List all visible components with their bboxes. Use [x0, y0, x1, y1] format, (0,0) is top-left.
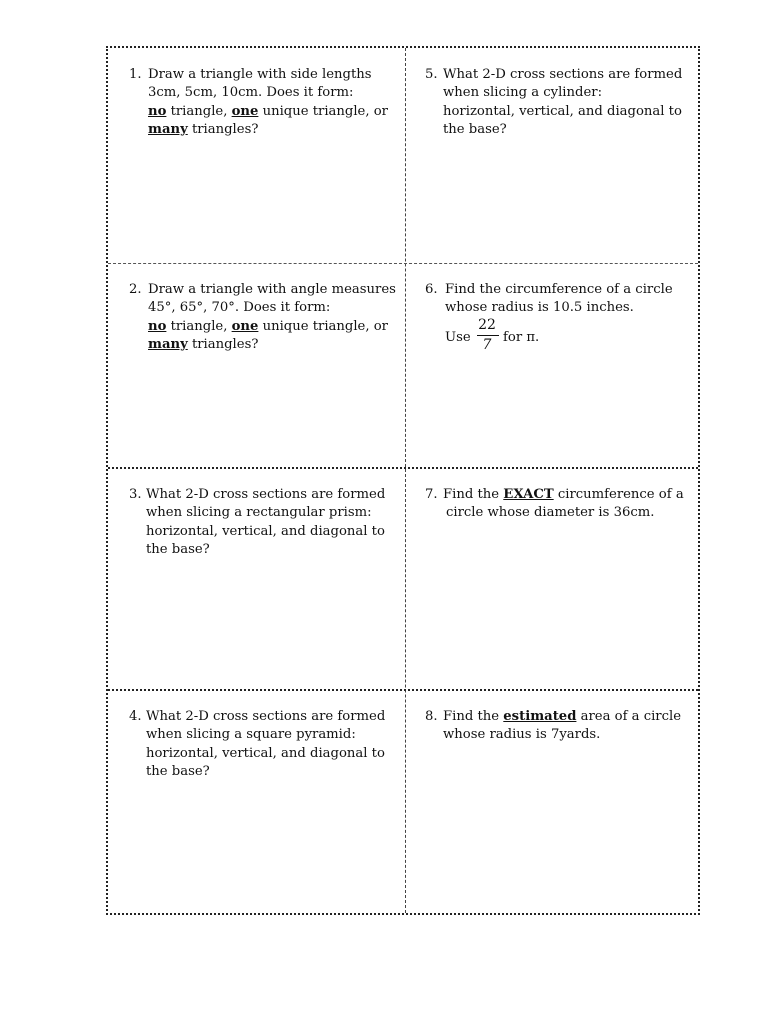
for-pi-label: for π. — [503, 330, 540, 345]
horizontal-cut-line — [108, 689, 698, 691]
task-card-grid — [106, 46, 700, 915]
question-text: Draw a triangle with angle measures 45°, 65°, 70°. Does it form: no triangle, one unique triangle, or many triangles? — [148, 282, 396, 352]
question-text: Draw a triangle with side lengths 3cm, 5cm, 10cm. Does it form: no triangle, one unique triangle, or many triangles? — [148, 67, 388, 137]
emphasis-exact: EXACT — [503, 487, 554, 502]
fraction-denominator: 7 — [482, 337, 492, 353]
horizontal-cut-line — [108, 467, 698, 469]
question-number: 1. — [129, 67, 142, 82]
question-text: Find the EXACT circumference of a circle whose diameter is 36cm. — [443, 487, 684, 521]
question-number: 6. — [425, 282, 438, 297]
option-no: no — [148, 103, 167, 119]
question-number: 2. — [129, 282, 142, 297]
option-many: many — [148, 336, 188, 352]
fraction-22-over-7 — [477, 316, 499, 356]
question-number: 7. — [425, 487, 438, 502]
question-text: What 2-D cross sections are formed when slicing a cylinder: horizontal, vertical, and diagonal to the base? — [443, 67, 683, 137]
question-text: Find the estimated area of a circle whose radius is 7yards. — [443, 709, 682, 743]
use-label: Use — [445, 330, 471, 345]
question-text: What 2-D cross sections are formed when slicing a rectangular prism: horizontal, vertical, and diagonal to the base? — [146, 487, 386, 557]
option-many: many — [148, 121, 188, 137]
question-number: 3. — [129, 487, 142, 502]
horizontal-cut-line — [108, 263, 698, 264]
option-one: one — [231, 318, 259, 334]
question-number: 8. — [425, 709, 438, 724]
emphasis-estimated: estimated — [503, 709, 577, 724]
question-number: 5. — [425, 67, 438, 82]
option-one: one — [231, 103, 259, 119]
question-text: Find the circumference of a circle whose radius is 10.5 inches. — [445, 282, 673, 316]
question-text: What 2-D cross sections are formed when slicing a square pyramid: horizontal, vertical, and diagonal to the base? — [146, 709, 386, 779]
question-number: 4. — [129, 709, 142, 724]
option-no: no — [148, 318, 167, 334]
fraction-numerator: 22 — [478, 317, 496, 333]
question-card-6 — [425, 281, 685, 371]
vertical-cut-line — [405, 48, 406, 913]
